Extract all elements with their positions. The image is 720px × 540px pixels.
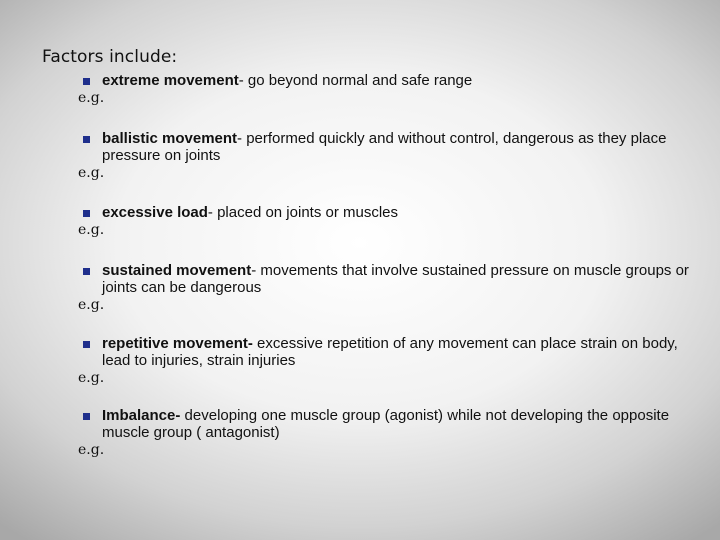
factor-item-sustained-movement [80,262,690,313]
example-label: e.g. [78,165,105,181]
square-bullet-icon [83,210,90,217]
factor-term: sustained movement [102,262,252,279]
factor-description: - performed quickly and without control, dangerous as they place pressure on joints [102,130,667,164]
example-label: e.g. [78,370,105,386]
square-bullet-icon [83,413,90,420]
factor-term: extreme movement [102,72,239,89]
slide-heading: Factors include: [42,47,178,67]
factor-text [80,335,690,369]
factor-term: excessive load [102,204,208,221]
factor-text [80,204,690,221]
factor-description: - movements that involve sustained pressure on muscle groups or joints can be dangerous [102,262,689,296]
square-bullet-icon [83,136,90,143]
example-label: e.g. [78,222,105,238]
factor-text [80,72,690,89]
factor-description: - placed on joints or muscles [207,204,399,221]
factor-text [80,130,690,164]
example-label: e.g. [78,442,105,458]
square-bullet-icon [83,78,90,85]
factor-description: - go beyond normal and safe range [238,72,473,89]
factor-term: Imbalance- [102,407,181,424]
factor-item-excessive-load [80,204,690,238]
square-bullet-icon [83,268,90,275]
square-bullet-icon [83,341,90,348]
factor-item-repetitive-movement [80,335,690,386]
factor-term: ballistic movement [102,130,238,147]
factor-term: repetitive movement- [102,335,253,352]
factor-text [80,407,690,441]
example-label: e.g. [78,90,105,106]
factor-description: developing one muscle group (agonist) while not developing the opposite muscle group ( antagonist) [102,407,670,441]
factor-item-extreme-movement [80,72,690,106]
example-label: e.g. [78,297,105,313]
factor-item-imbalance [80,407,690,458]
factor-description: excessive repetition of any movement can place strain on body, lead to injuries, strain injuries [102,335,678,369]
factor-item-ballistic-movement [80,130,690,181]
factor-text [80,262,690,296]
